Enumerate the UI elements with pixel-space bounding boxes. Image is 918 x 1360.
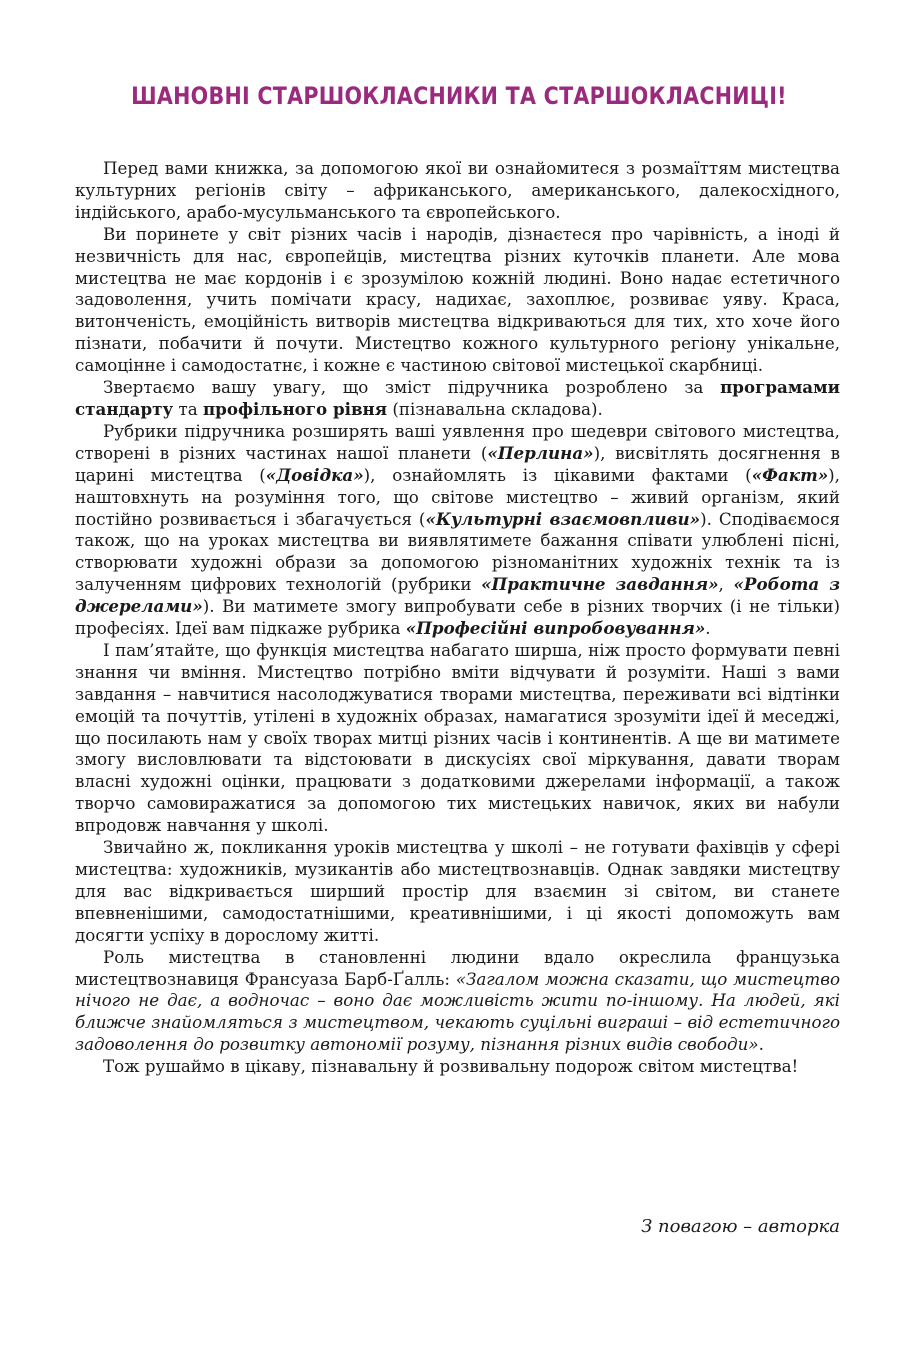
page-title: ШАНОВНІ СТАРШОКЛАСНИКИ ТА СТАРШОКЛАСНИЦІ! (131, 82, 787, 110)
text: ). Ви матимете змогу випробувати себе в різних творчих (і не тільки) професіях. Ідеї вам підкаже рубрика (75, 596, 840, 639)
text: ), наштовхнуть на розуміння того, що світове мистецтво – живий організм, який постійно розвивається і збагачується ( (75, 464, 840, 529)
text: Звертаємо вашу увагу, що зміст підручника розроблено за (103, 377, 721, 398)
rubric-kulturni-vzaiemovplyvy: «Культурні взаємовпливи» (425, 508, 701, 529)
text: (пізнавальна складова). (387, 398, 603, 419)
paragraph-closing: Тож рушаймо в цікаву, пізнавальну й розвивальну подорож світом мистецтва! (103, 1056, 799, 1077)
text: . (758, 1034, 764, 1055)
signature: З повагою – авторка (641, 1216, 840, 1237)
program-standard: програмами стандарту (75, 377, 840, 419)
text: ), ознайомлять із цікавими фактами ( (363, 464, 752, 485)
text: та (173, 398, 203, 419)
rubric-dovidka: «Довідка» (265, 464, 364, 485)
text: ). Сподіваємося також, що на уроках мистецтва ви виявлятимете бажання співати улюблені пісні, створювати художні образи за допомогою різноманітних художніх технік та із залученням цифрових технологій (рубрики (75, 508, 840, 595)
text: Роль мистецтва в становленні людини вдало окреслила французька мистецтвознавиця Франсуаза Барб-Ґалль: (75, 946, 840, 989)
rubric-perlyna: «Перлина» (487, 442, 594, 463)
rubric-praktychne-zavdannia: «Практичне завдання» (481, 574, 719, 595)
rubric-profesiini-vyprobovuvannia: «Професійні випробовування» (405, 618, 706, 639)
program-profile: профільного рівня (202, 398, 388, 419)
paragraph-purpose: Звичайно ж, покликання уроків мистецтва у школі – не готувати фахівців у сфері мистецтва: художників, музикантів або мистецтвознавців. Однак завдяки мистецтву для вас відкривається ширший простір для взаємин зі світом, ви станете впевненішими, самодостатнішими, креативнішими, і ці якості допоможуть вам досягти успіху в дорослому житті. (75, 837, 840, 945)
text: . (705, 618, 711, 639)
text: ), висвітлять досягнення в царині мистецтва ( (75, 442, 840, 485)
paragraph-function: І пам’ятайте, що функція мистецтва набагато ширша, ніж просто формувати певні знання чи вміння. Мистецтво потрібно вміти відчувати й розуміти. Наші з вами завдання – навчитися насолоджуватися творами мистецтва, переживати всі відтінки емоцій та почуттів, утілені в художніх образах, намагатися зрозуміти ідеї й меседжі, що посилають нам у своїх творах митці різних часів і континентів. А ще ви матимете змогу висловлювати та відстоювати в дискусіях свої міркування, давати творам власні художні оцінки, працювати з додатковими джерелами інформації, а також творчо самовиражатися за допомогою тих мистецьких навичок, яких ви набули впродовж навчання у школі. (75, 639, 840, 836)
text: Рубрики підручника розширять ваші уявлення про шедеври світового мистецтва, створені в різних частинах нашої планети ( (75, 420, 840, 463)
rubric-robota-z-dzherelamy: «Робота з джерелами» (75, 574, 840, 617)
quote: «Загалом можна сказати, що мистецтво нічого не дає, а водночас – воно дає можливість жити по-іншому. На людей, які ближче знайомляться з мистецтвом, чекають суцільні виграші – від естетичного задоволення до розвитку автономії розуму, пізнання різних видів свободи» (75, 968, 840, 1055)
paragraph-program (75, 377, 840, 421)
paragraph-world: Ви поринете у світ різних часів і народів, дізнаєтеся про чарівність, а іноді й незвичність для нас, європейців, мистецтва різних куточків планети. Але мова мистецтва не має кордонів і є зрозумілою кожній людині. Воно надає естетичного задоволення, учить помічати красу, надихає, захоплює, розвиває уяву. Краса, витонченість, емоційність витворів мистецтва відкриваються для тих, хто хоче його пізнати, побачити й почути. Мистецтво кожного культурного регіону унікальне, самоцінне і самодостатнє, і кожне є частиною світової мистецької скарбниці. (75, 223, 840, 376)
rubric-fakt: «Факт» (751, 464, 829, 485)
paragraph-quote (75, 947, 840, 1057)
paragraph-rubrics (75, 421, 840, 640)
text: , (718, 574, 734, 595)
preface-text (75, 158, 840, 1078)
paragraph-intro: Перед вами книжка, за допомогою якої ви ознайомитеся з розмаїттям мистецтва культурних регіонів світу – африканського, американського, далекосхідного, індійського, арабо-мусульманського та європейського. (75, 158, 840, 222)
